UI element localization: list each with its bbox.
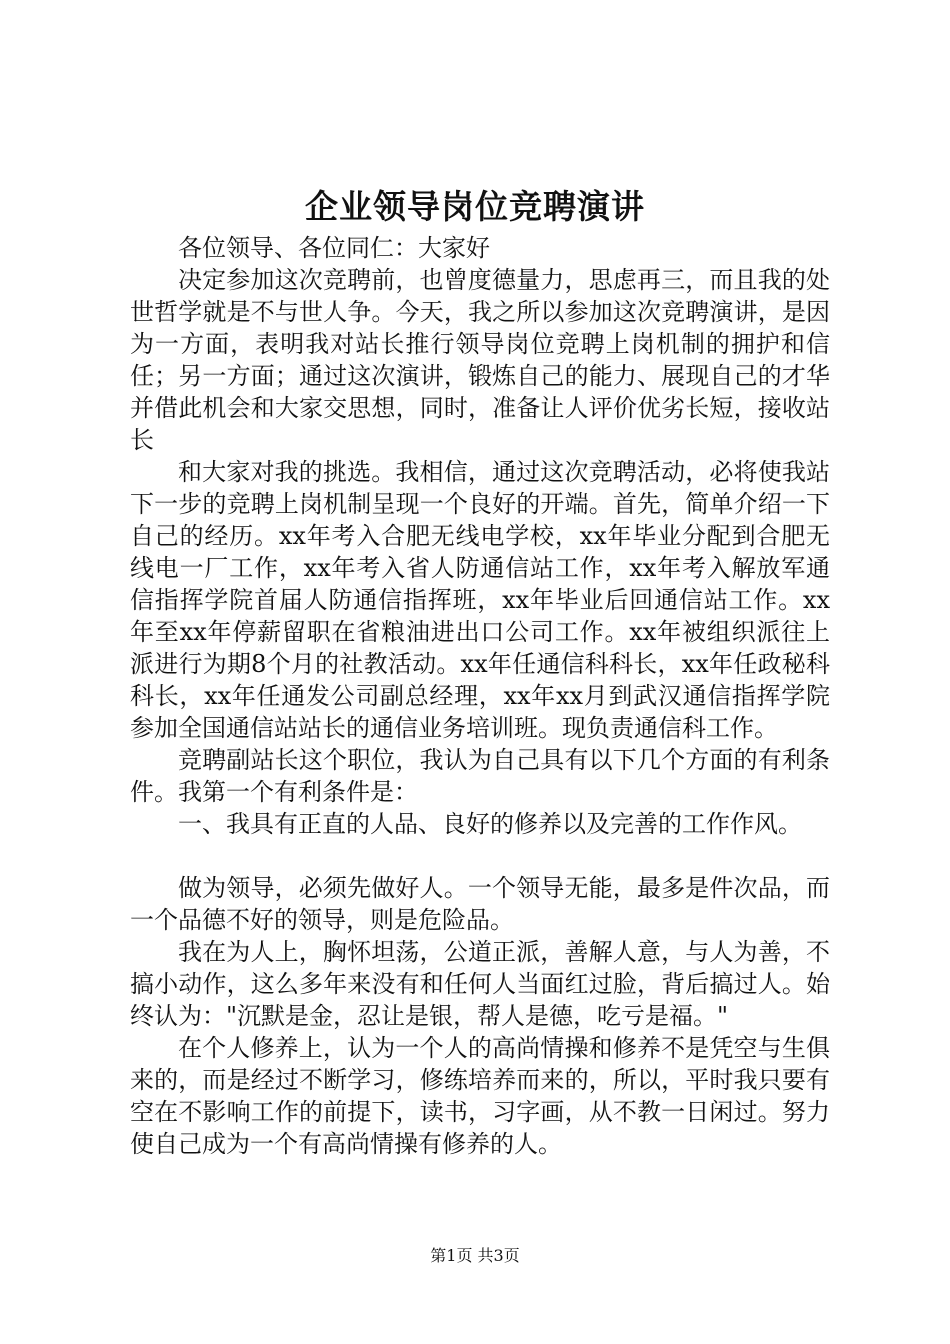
page-number-footer: 第1页 共3页	[430, 1246, 520, 1265]
document-body	[130, 232, 830, 1160]
paragraph-leadership: 做为领导，必须先做好人。一个领导无能，最多是件次品，而一个品德不好的领导，则是危险品。	[130, 874, 830, 934]
paragraph-intro: 决定参加这次竞聘前，也曾度德量力，思虑再三，而且我的处世哲学就是不与世人争。今天，我之所以参加这次竞聘演讲，是因为一方面，表明我对站长推行领导岗位竞聘上岗机制的拥护和信任；另一方面；通过这次演讲，锻炼自己的能力、展现自己的才华并借此机会和大家交思想，同时，准备让人评价优劣长短，接收站长	[130, 266, 830, 454]
paragraph-cultivation: 在个人修养上，认为一个人的高尚情操和修养不是凭空与生俱来的，而是经过不断学习，修练培养而来的，所以，平时我只要有空在不影响工作的前提下，读书，习字画，从不教一日闲过。努力使自己成为一个有高尚情操有修养的人。	[130, 1034, 830, 1158]
document-title: 企业领导岗位竞聘演讲	[305, 187, 645, 226]
paragraph-experience: 和大家对我的挑选。我相信，通过这次竞聘活动，必将使我站下一步的竞聘上岗机制呈现一个良好的开端。首先，简单介绍一下自己的经历。xx年考入合肥无线电学校，xx年毕业分配到合肥无线电一厂工作，xx年考入省人防通信站工作，xx年考入解放军通信指挥学院首届人防通信指挥班，xx年毕业后回通信站工作。xx年至xx年停薪留职在省粮油进出口公司工作。xx年被组织派往上派进行为期8个月的社教活动。xx年任通信科科长，xx年任政秘科科长，xx年任通发公司副总经理，xx年xx月到武汉通信指挥学院参加全国通信站站长的通信业务培训班。现负责通信科工作。	[130, 458, 830, 742]
paragraph-conditions: 竞聘副站长这个职位，我认为自己具有以下几个方面的有利条件。我第一个有利条件是：	[130, 746, 830, 806]
paragraph-greeting: 各位领导、各位同仁：大家好	[178, 234, 490, 262]
paragraph-point-one: 一、我具有正直的人品、良好的修养以及完善的工作作风。	[178, 810, 802, 838]
paragraph-character: 我在为人上，胸怀坦荡，公道正派，善解人意，与人为善，不搞小动作，这么多年来没有和任何人当面红过脸，背后搞过人。始终认为："沉默是金，忍让是银，帮人是德，吃亏是福。"	[130, 938, 830, 1030]
